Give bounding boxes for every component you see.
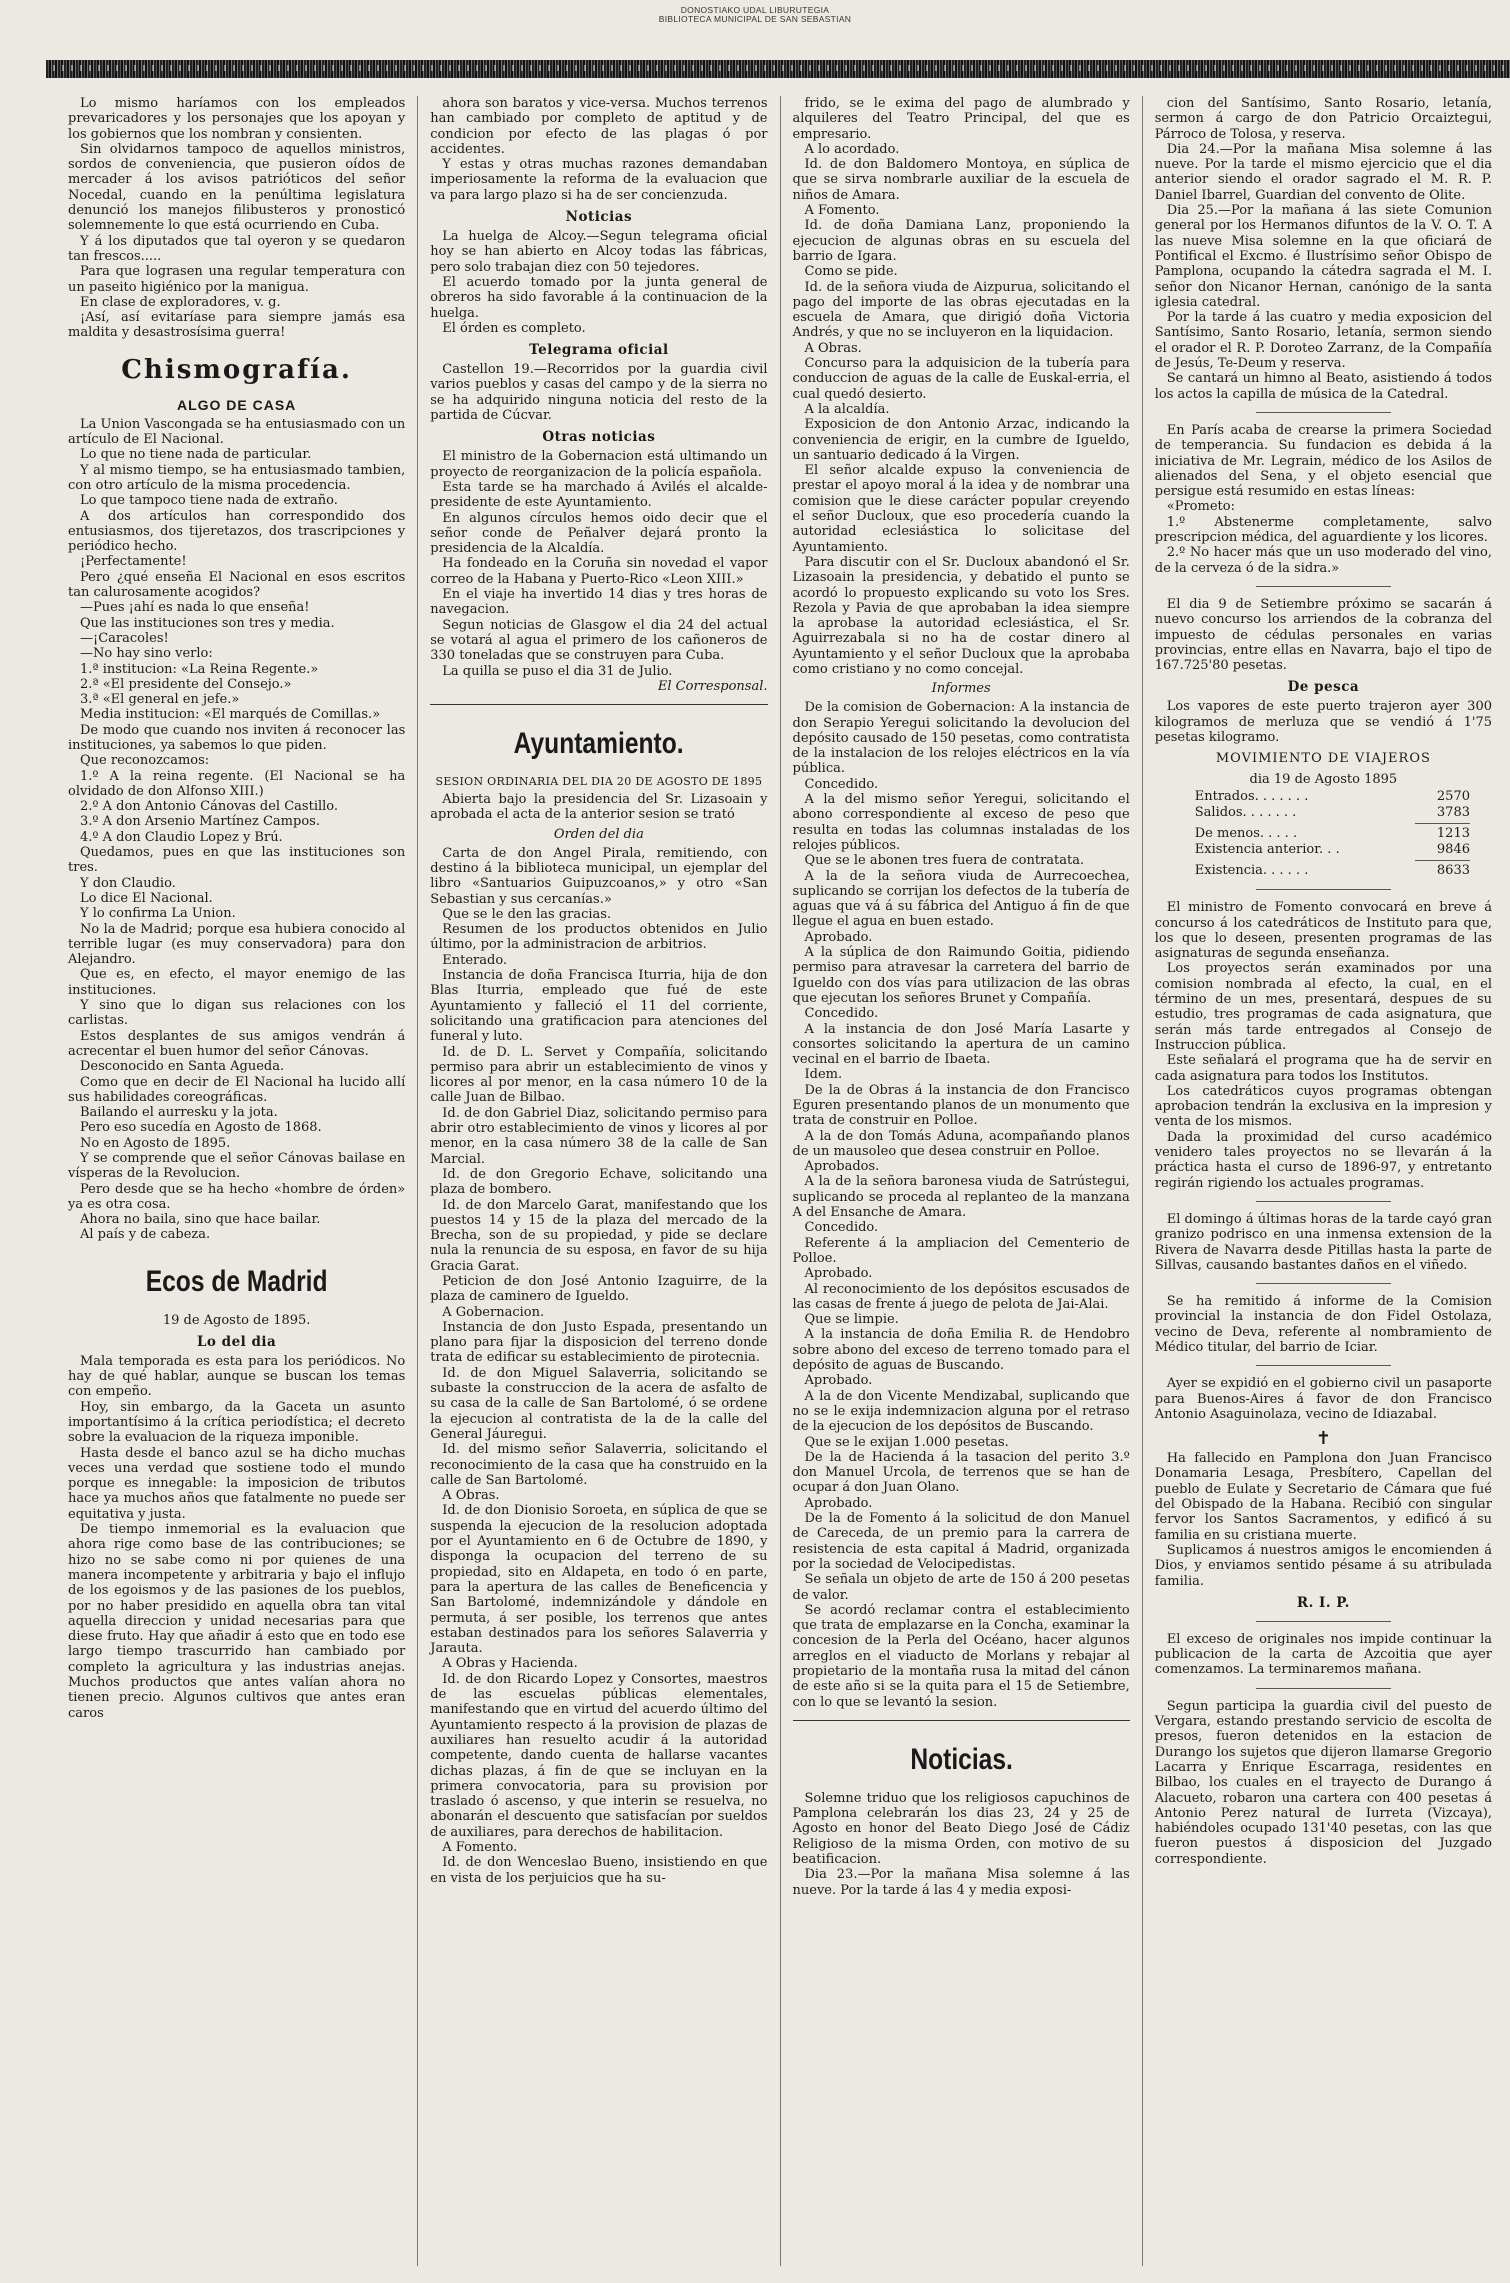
masthead-bar	[46, 60, 1510, 78]
paragraph: De la de Hacienda á la tasacion del perito 3.º don Manuel Urcola, de terrenos que se han de ocupar á don Juan Olano.	[792, 1449, 1130, 1496]
paragraph: No la de Madrid; porque esa hubiera conocido al terrible lugar (es muy conservadora) para don Alejandro.	[68, 921, 406, 968]
paragraph: 4.º A don Claudio Lopez y Brú.	[80, 829, 283, 845]
paragraph: Mala temporada es esta para los periódicos. No hay de qué hablar, aunque se buscan los temas con empeño.	[68, 1353, 406, 1400]
row-label: Salidos. . . . . . .	[1194, 805, 1297, 821]
paragraph: Al país y de cabeza.	[80, 1227, 211, 1243]
paragraph: Enterado.	[442, 952, 508, 968]
paragraph: A lo acordado.	[804, 141, 900, 157]
paragraph: Se señala un objeto de arte de 150 á 200 pesetas de valor.	[792, 1572, 1130, 1603]
paragraph: Concurso para la adquisicion de la tubería para conduccion de aguas de la calle de Euskal-erria, el cual quedó desierto.	[792, 356, 1130, 402]
sum-rule	[1415, 860, 1470, 861]
paragraph: Ha fallecido en Pamplona don Juan Francisco Donamaria Lesaga, Presbítero, Capellan del pueblo de Eulate y Secretario de Cámara que fué del Obispado de la Habana. Recibió con singular fervor los Santos Sacramentos, y edificó á su familia en su cristiana muerte.	[1154, 1451, 1492, 1543]
paragraph: Lo que no tiene nada de particular.	[80, 447, 312, 463]
table-row	[1155, 805, 1492, 821]
paragraph: Id. de don Baldomero Montoya, en súplica de que se sirva nombrarle auxiliar de la escuela de niños de Amara.	[792, 157, 1130, 203]
paragraph: A dos artículos han correspondido dos entusiasmos, dos tijeretazos, dos trascripciones y periódico hecho.	[68, 508, 406, 555]
paragraph: Este señalará el programa que ha de servir en cada asignatura para todos los Institutos.	[1154, 1053, 1492, 1084]
paragraph: El exceso de originales nos impide continuar la publicacion de la carta de Azcoitia que ayer comenzamos. La terminaremos mañana.	[1154, 1631, 1492, 1678]
row-label: Entrados. . . . . . .	[1194, 789, 1309, 805]
paragraph: Instancia de don Justo Espada, presentando un plano para fijar la disposicion del terreno donde trata de edificar su establecimiento de pirotecnia.	[430, 1319, 768, 1366]
paragraph: Los proyectos serán examinados por una comision nombrada al efecto, la cual, en el término de un mes, presentará, despues de su estudio, tres programas de cada asignatura, que serán más tarde entregados al Consejo de Instruccion pública.	[1154, 961, 1492, 1053]
paragraph: Aprobado.	[804, 1373, 873, 1389]
paragraph: Dada la proximidad del curso académico venidero tales proyectos no se llevarán á la práctica hasta el curso de 1896-97, y entretanto regirán rigiendo los actuales programas.	[1154, 1129, 1492, 1191]
paragraph: A Gobernacion.	[442, 1304, 545, 1320]
paragraph: Como que en decir de El Nacional ha lucido allí sus habilidades coreográficas.	[68, 1074, 406, 1105]
paragraph: —Pues ¡ahí es nada lo que enseña!	[80, 600, 310, 616]
paragraph: A la alcaldía.	[804, 401, 890, 417]
paragraph: A la del mismo señor Yeregui, solicitando el abono correspondiente al exceso de peso que resulta en todas las columnas instaladas de los relojes públicos.	[792, 792, 1130, 853]
divider	[1256, 1688, 1391, 1689]
subheading-orden-del-dia: Orden del dia	[553, 826, 644, 842]
library-name-spanish: BIBLIOTECA MUNICIPAL DE SAN SEBASTIAN	[658, 14, 852, 24]
paragraph: Id. de doña Damiana Lanz, proponiendo la ejecucion de algunas obras en su escuela del barrio de Igara.	[792, 218, 1130, 264]
paragraph: Y á los diputados que tal oyeron y se quedaron tan frescos.....	[68, 233, 406, 264]
paragraph: Que las instituciones son tres y media.	[80, 615, 335, 631]
paragraph: Bailando el aurresku y la jota.	[80, 1105, 278, 1121]
paragraph: Segun noticias de Glasgow el dia 24 del actual se votará al agua el primero de los cañoneros de 330 toneladas que se construyen para Cuba.	[430, 617, 768, 664]
paragraph: Media institucion: «El marqués de Comillas.»	[80, 707, 381, 723]
paragraph: El ministro de Fomento convocará en breve á concurso á los catedráticos de Instituto para que, los que lo deseen, presenten programas de las asignaturas de segunda enseñanza.	[1154, 900, 1492, 962]
subheading-telegrama-oficial: Telegrama oficial	[529, 342, 669, 359]
paragraph: Para que lograsen una regular temperatura con un paseito higiénico por la manigua.	[68, 264, 406, 295]
paragraph: De modo que cuando nos inviten á reconocer las instituciones, ya sabemos lo que piden.	[68, 722, 406, 753]
dateline: 19 de Agosto de 1895.	[162, 1312, 311, 1328]
travellers-table-title: MOVIMIENTO DE VIAJEROS	[1215, 751, 1431, 767]
divider	[430, 704, 767, 705]
paragraph: No en Agosto de 1895.	[80, 1135, 231, 1151]
paragraph: Concedido.	[804, 1006, 879, 1022]
paragraph: Se cantará un himno al Beato, asistiendo á todos los actos la capilla de música de la Catedral.	[1154, 371, 1492, 402]
paragraph: Que reconozcamos:	[80, 753, 210, 769]
row-label: Existencia anterior. . .	[1194, 842, 1340, 858]
paragraph: Y al mismo tiempo, se ha entusiasmado tambien, con otro artículo de la misma procedencia.	[68, 462, 406, 493]
paragraph: Lo mismo haríamos con los empleados prevaricadores y los personajes que los apoyan y los gobiernos que los nombran y consienten.	[68, 96, 406, 142]
paragraph: A Obras.	[442, 1488, 500, 1504]
paragraph: Concedido.	[804, 1220, 879, 1236]
paragraph: Dia 23.—Por la mañana Misa solemne á las nueve. Por la tarde á las 4 y media exposi-	[792, 1867, 1130, 1898]
paragraph: A la de la señora viuda de Aurrecoechea, suplicando se corrijan los defectos de la tubería de aguas que vá á su fábrica del Antiguo á fin de que llegue el agua en buen estado.	[792, 868, 1130, 930]
subheading-noticias: Noticias	[565, 209, 633, 226]
paragraph: Esta tarde se ha marchado á Avilés el alcalde-presidente de este Ayuntamiento.	[430, 479, 768, 511]
divider	[1256, 1621, 1391, 1622]
paragraph: Resumen de los productos obtenidos en Julio último, por la administracion de arbitrios.	[430, 922, 768, 953]
paragraph: Se ha remitido á informe de la Comision provincial la instancia de don Fidel Ostolaza, vecino de Deva, referente al nombramiento de Médico titular, del barrio de Iciar.	[1154, 1294, 1492, 1355]
row-label: De menos. . . . .	[1194, 826, 1298, 842]
paragraph: Peticion de don José Antonio Izaguirre, de la plaza de caminero de Igueldo.	[430, 1274, 768, 1305]
paragraph: Aprobados.	[804, 1159, 880, 1175]
paragraph: cion del Santísimo, Santo Rosario, letanía, sermon á cargo de don Patricio Orcaiztegui, Párroco de Tolosa, y reserva.	[1154, 96, 1492, 142]
paragraph: Y se comprende que el señor Cánovas bailase en vísperas de la Revolucion.	[68, 1151, 406, 1182]
paragraph: Exposicion de don Antonio Arzac, indicando la conveniencia de erigir, en la cumbre de Igueldo, un santuario dedicado á la Virgen.	[792, 417, 1130, 463]
paragraph: 3.ª «El general en jefe.»	[80, 692, 240, 708]
paragraph: A la súplica de don Raimundo Goitia, pidiendo permiso para atravesar la carretera del barrio de Igueldo con dos vías para utilizacion de las obras que ejecutan los señores Brunet y Compañía.	[792, 945, 1130, 1006]
row-label: Existencia. . . . . .	[1194, 863, 1309, 879]
paragraph: Aprobado.	[804, 1266, 873, 1282]
paragraph: Abierta bajo la presidencia del Sr. Lizasoain y aprobada el acta de la anterior sesion se trató	[430, 792, 768, 823]
paragraph: A la instancia de don José María Lasarte y consortes solicitando la apertura de un camino vecinal en el barrio de Ibaeta.	[792, 1021, 1130, 1068]
paragraph: A la de don Tomás Aduna, acompañando planos de un mausoleo que desea construir en Polloe.	[792, 1128, 1130, 1159]
paragraph: Como se pide.	[804, 264, 898, 280]
paragraph: De la de Obras á la instancia de don Francisco Eguren presentando planos de un monumento que trata de construir en Polloe.	[792, 1082, 1130, 1129]
paragraph: Quedamos, pues en que las instituciones son tres.	[68, 845, 406, 876]
column-2	[417, 96, 779, 2266]
paragraph: Id. de D. L. Servet y Compañía, solicitando permiso para abrir un establecimiento de vinos y licores al por menor, en la casa número 10 de la calle Juan de Bilbao.	[430, 1044, 768, 1106]
paragraph: Los catedráticos cuyos programas obtengan aprobacion tendrán la exclusiva en la impresion y venta de los mismos.	[1154, 1083, 1492, 1130]
paragraph: La huelga de Alcoy.—Segun telegrama oficial hoy se han abierto en Alcoy todas las fábricas, pero solo trabajan diez con 50 tejedores.	[430, 229, 768, 275]
travellers-table	[1155, 789, 1492, 879]
rip-line: R. I. P.	[1296, 1594, 1350, 1611]
paragraph: El domingo á últimas horas de la tarde cayó gran granizo podrisco en una inmensa extension de la Rivera de Navarra desde Pitillas hasta la parte de Sillvas, causando bastantes daños en el viñedo.	[1154, 1211, 1492, 1273]
table-row	[1155, 789, 1492, 805]
section-title-ayuntamiento: Ayuntamiento.	[513, 727, 684, 761]
paragraph: Ha fondeado en la Coruña sin novedad el vapor correo de la Habana y Puerto-Rico «Leon XIII.»	[430, 556, 768, 587]
paragraph: Solemne triduo que los religiosos capuchinos de Pamplona celebrarán los dias 23, 24 y 25 de Agosto en honor del Beato Diego José de Cádiz Religioso de la misma Orden, con motivo de su beatificacion.	[792, 1790, 1130, 1868]
paragraph: En clase de exploradores, v. g.	[80, 294, 281, 310]
table-row	[1155, 826, 1492, 842]
paragraph: Instancia de doña Francisca Iturria, hija de don Blas Iturria, empleado que fué de este Ayuntamiento y falleció el 11 del corriente, solicitando una gratificacion para atenciones del funeral y luto.	[430, 968, 768, 1045]
cross-icon: ✝	[1315, 1428, 1331, 1450]
paragraph: A Fomento.	[804, 203, 880, 219]
divider	[1256, 586, 1391, 587]
paragraph: A la de la señora baronesa viuda de Satrústegui, suplicando se proceda al replanteo de la manzana A del Ensanche de Amara.	[792, 1174, 1130, 1221]
paragraph: El señor alcalde expuso la conveniencia de prestar el apoyo moral á la idea y de nombrar una comision que le diese carácter popular creyendo el señor Ducloux, que eso procedería cuando la autoridad eclesiástica lo solicitase del Ayuntamiento.	[792, 463, 1130, 555]
column-1	[56, 96, 417, 2266]
paragraph: Se acordó reclamar contra el establecimiento que trata de emplazarse en la Concha, examinar la concesion de la Perla del Océano, hacer algunos arreglos en el viaducto de Morlans y rebajar al propietario de la montaña rusa la mitad del cánon de este año si se la quita para el 15 de Setiembre, con lo que se levantó la sesion.	[792, 1602, 1130, 1710]
paragraph: 1.º Abstenerme completamente, salvo prescripcion médica, del aguardiente y los licores.	[1154, 514, 1492, 546]
paragraph: Id. de don Dionisio Soroeta, en súplica de que se suspenda la ejecucion de la resolucion adoptada por el Ayuntamiento en 6 de Octubre de 1890, y disponga la ocupacion del terreno de su propiedad, sito en Aldapeta, en todo ó en parte, para la apertura de las calles de Beneficencia y San Bartolomé, indemnizándole y dándole en permuta, á ser posible, los terrenos que antes estaban destinados para los señores Salaverria y Jarauta.	[430, 1503, 768, 1657]
paragraph: Id. de don Gregorio Echave, solicitando una plaza de bombero.	[430, 1166, 768, 1198]
signature: El Corresponsal.	[657, 678, 768, 694]
paragraph: De la comision de Gobernacion: A la instancia de don Serapio Yeregui solicitando la devolucion del depósito causado de 150 pesetas, como contratista de la instalacion de los relojes eléctricos en la vía pública.	[792, 700, 1130, 777]
subheading-algo-de-casa: ALGO DE CASA	[176, 396, 297, 413]
paragraph: Id. de don Miguel Salaverria, solicitando se subaste la construccion de la acera de asfalto de su casa de la calle de San Bartolomé, ó se ordene la ejecucion al contratista de la de la calle del General Jáuregui.	[430, 1365, 768, 1442]
row-value: 2570	[1436, 789, 1470, 805]
paragraph: Desconocido en Santa Agueda.	[80, 1059, 285, 1075]
newspaper-page	[56, 96, 1504, 2266]
paragraph: —No hay sino verlo:	[80, 646, 213, 662]
paragraph: Ahora no baila, sino que hace bailar.	[80, 1212, 321, 1228]
paragraph: En el viaje ha invertido 14 dias y tres horas de navegacion.	[430, 587, 768, 618]
table-row	[1155, 863, 1492, 879]
paragraph: Concedido.	[804, 776, 879, 792]
paragraph: 1.º A la reina regente. (El Nacional se ha olvidado de don Alfonso XIII.)	[68, 768, 406, 799]
paragraph: 2.º A don Antonio Cánovas del Castillo.	[80, 799, 339, 815]
paragraph: Id. de don Wenceslao Bueno, insistiendo en que en vista de los perjuicios que ha su-	[430, 1855, 768, 1886]
paragraph: Id. de don Ricardo Lopez y Consortes, maestros de las escuelas públicas elementales, manifestando que en virtud del acuerdo último del Ayuntamiento respecto á la provision de plazas de auxiliares han resuelto acudir á la autoridad competente, dando cuenta de hallarse vacantes dichas plazas, á fin de que se incluyan en la primera convocatoria, para su provision por traslado ó ascenso, y que interin se resuelva, no abonarán el descuento que satisfacían por sueldos de auxiliares, para derechos de habilitacion.	[430, 1671, 768, 1840]
paragraph: Por la tarde á las cuatro y media exposicion del Santísimo, Santo Rosario, letanía, sermon siendo el orador el R. P. Doroteo Zarranz, de la Compañía de Jesús, Te-Deum y reserva.	[1154, 310, 1492, 372]
paragraph: Sin olvidarnos tampoco de aquellos ministros, sordos de conveniencia, que pusieron oídos de mercader á los avisos patrióticos del señor Nocedal, cuando en la penúltima legislatura denunció los manejos filibusteros y pronosticó solemnemente lo que está ocurriendo en Cuba.	[68, 141, 406, 234]
paragraph: Lo que tampoco tiene nada de extraño.	[80, 493, 338, 509]
paragraph: Id. de la señora viuda de Aizpurua, solicitando el pago del importe de las obras ejecutadas en la escuela de Amara, que dirigió doña Victoria Andrés, y que no se incluyeron en la liquidacion.	[792, 279, 1130, 341]
paragraph: El órden es completo.	[442, 320, 586, 336]
sum-rule	[1415, 823, 1470, 824]
divider	[1256, 1283, 1391, 1284]
paragraph: Los vapores de este puerto trajeron ayer 300 kilogramos de merluza que se vendió á 1'75 pesetas kilogramo.	[1154, 699, 1492, 745]
column-4	[1142, 96, 1504, 2266]
paragraph: En algunos círculos hemos oido decir que el señor conde de Peñalver dejará pronto la presidencia de la Alcaldía.	[430, 510, 768, 557]
paragraph: A la de don Vicente Mendizabal, suplicando que no se le exija indemnizacion alguna por el retraso de la ejecucion de los depósitos de Buscando.	[792, 1388, 1130, 1435]
paragraph: Castellon 19.—Recorridos por la guardia civil varios pueblos y casas del campo y de la sierra no se ha adquirido ninguna noticia del resto de la partida de Cúcvar.	[430, 362, 768, 424]
paragraph: Suplicamos á nuestros amigos le encomienden á Dios, y enviamos sentido pésame á su atribulada familia.	[1154, 1542, 1492, 1589]
row-value: 8633	[1436, 863, 1470, 879]
paragraph: —¡Caracoles!	[80, 630, 169, 646]
paragraph: Id. de don Gabriel Diaz, solicitando permiso para abrir otro establecimiento de vinos y licores al por menor, en la casa número 38 de la calle de San Marcial.	[430, 1105, 768, 1167]
section-title-chismografia: Chismografía.	[121, 354, 352, 385]
paragraph: Que se le den las gracias.	[442, 906, 612, 922]
paragraph: Que se le abonen tres fuera de contratata.	[804, 853, 1085, 869]
paragraph: Hoy, sin embargo, da la Gaceta un asunto importantísimo á la crítica periodística; el decreto sobre la evaluacion de la riqueza imponible.	[68, 1399, 406, 1446]
paragraph: La Union Vascongada se ha entusiasmado con un artículo de El Nacional.	[68, 416, 406, 448]
paragraph: 2.º No hacer más que un uso moderado del vino, de la cerveza ó de la sidra.»	[1154, 545, 1492, 576]
section-title-ecos-de-madrid: Ecos de Madrid	[145, 1264, 328, 1298]
paragraph: A la instancia de doña Emilia R. de Hendobro sobre abono del exceso de terreno tomado para el depósito de aguas de Buscando.	[792, 1327, 1130, 1374]
paragraph: Dia 24.—Por la mañana Misa solemne á las nueve. Por la tarde el mismo ejercicio que el dia anterior siendo el orador sagrado el M. R. P. Daniel Ibarrel, Guardian del convento de Olite.	[1154, 141, 1492, 203]
library-header	[0, 6, 1510, 24]
paragraph: Estos desplantes de sus amigos vendrán á acrecentar el buen humor del señor Cánovas.	[68, 1028, 406, 1059]
library-name-basque: DONOSTIAKO UDAL LIBURUTEGIA	[680, 5, 830, 15]
paragraph: 3.º A don Arsenio Martínez Campos.	[80, 814, 320, 830]
paragraph: Segun participa la guardia civil del puesto de Vergara, estando prestando servicio de escolta de presos, fueron detenidos en la estacion de Durango los sujetos que dijeron llamarse Gregorio Lacarra y Enrique Escarraga, residentes en Bilbao, los cuales en el trayecto de Durango á Alacueto, robaron una cartera con 400 pesetas á Antonio Perez natural de Iurreta (Vizcaya), habiéndoles ocupado 131'40 pesetas, con las que fueron puestos á disposicion del Juzgado correspondiente.	[1154, 1698, 1492, 1867]
paragraph: «Prometo:	[1166, 499, 1235, 515]
paragraph: Y lo confirma La Union.	[80, 906, 236, 922]
paragraph: Aprobado.	[804, 929, 873, 945]
divider	[1256, 889, 1391, 890]
travellers-table-date: dia 19 de Agosto 1895	[1249, 772, 1398, 788]
paragraph: Pero ¿qué enseña El Nacional en esos escritos tan calurosamente acogidos?	[68, 569, 406, 601]
paragraph: A Obras y Hacienda.	[442, 1656, 578, 1672]
paragraph: Y don Claudio.	[80, 875, 176, 891]
paragraph: Carta de don Angel Pirala, remitiendo, con destino á la biblioteca municipal, un ejemplar del libro «Santuarios Guipuzcoanos,» y otro «San Sebastian y sus cercanías.»	[430, 845, 768, 907]
paragraph: Id. del mismo señor Salaverria, solicitando el reconocimiento de la casa que ha construido en la calle de San Bartolomé.	[430, 1442, 768, 1488]
paragraph: Ayer se expidió en el gobierno civil un pasaporte para Buenos-Aires á favor de don Francisco Antonio Asaguinolaza, vecino de Idiazabal.	[1154, 1376, 1492, 1422]
paragraph: 2.ª «El presidente del Consejo.»	[80, 676, 292, 692]
paragraph: Al reconocimiento de los depósitos escusados de las casas de frente á juego de pelota de Jai-Alai.	[792, 1281, 1130, 1312]
paragraph: Que se le exijan 1.000 pesetas.	[804, 1434, 1009, 1450]
paragraph: Lo dice El Nacional.	[80, 890, 213, 906]
column-3	[780, 96, 1142, 2266]
subheading-lo-del-dia: Lo del dia	[196, 1333, 277, 1350]
paragraph: Que se limpie.	[804, 1312, 899, 1328]
subheading-otras-noticias: Otras noticias	[542, 429, 656, 446]
paragraph: Idem.	[804, 1067, 843, 1083]
divider	[1256, 412, 1391, 413]
paragraph: Pero desde que se ha hecho «hombre de órden» ya es otra cosa.	[68, 1181, 406, 1212]
paragraph: Aprobado.	[804, 1495, 873, 1511]
divider	[1256, 1365, 1391, 1366]
paragraph: Pero eso sucedía en Agosto de 1868.	[80, 1120, 322, 1136]
paragraph: ahora son baratos y vice-versa. Muchos terrenos han cambiado por completo de aptitud y de condicion por efecto de las plagas ó por accidentes.	[430, 96, 768, 157]
paragraph: Y estas y otras muchas razones demandaban imperiosamente la reforma de la evaluacion que va para largo plazo si ha de ser concienzuda.	[430, 157, 768, 203]
paragraph: Y sino que lo digan sus relaciones con los carlistas.	[68, 998, 406, 1029]
row-value: 3783	[1436, 805, 1470, 821]
paragraph: De tiempo inmemorial es la evaluacion que ahora rige como base de las contribuciones; se hizo no se sabe como ni por quienes de una manera incompetente y arbitraria y bajo el influjo de los egoismos y de las pasiones de los pueblos, por no haber presidido en aquella obra tan vital aquella direccion y unidad necesarias para que diese fruto. Hay que añadir á esto que en todo ese largo tiempo trascurrido han cambiado por completo la agricultura y las industrias anejas. Muchos productos que antes valían ahora no tienen precio. Algunos cultivos que antes eran caros	[68, 1522, 406, 1721]
section-title-noticias: Noticias.	[909, 1742, 1013, 1776]
divider	[1256, 1201, 1391, 1202]
paragraph: Referente á la ampliacion del Cementerio de Polloe.	[792, 1235, 1130, 1266]
paragraph: Dia 25.—Por la mañana á las siete Comunion general por los Hermanos difuntos de la V. O. T. A las nueve Misa solemne en la que oficiará de Pontifical el Excmo. é Ilustrísimo señor Obispo de Pamplona, ocupando la cátedra sagrada el M. I. señor don Nicanor Hernan, canónigo de la santa iglesia catedral.	[1154, 203, 1492, 310]
subheading-de-pesca: De pesca	[1287, 679, 1360, 696]
paragraph: A Fomento.	[442, 1839, 518, 1855]
row-value: 1213	[1436, 826, 1470, 842]
table-row	[1155, 842, 1492, 858]
paragraph: El dia 9 de Setiembre próximo se sacarán á nuevo concurso los arriendos de la cobranza del impuesto de cédulas personales en varias provincias, entre ellas en Navarra, bajo el tipo de 167.725'80 pesetas.	[1154, 596, 1492, 674]
paragraph: Para discutir con el Sr. Ducloux abandonó el Sr. Lizasoain la presidencia, y debatido el punto se acordó lo propuesto explicando su voto los Sres. Rezola y Pavia de que aprobaban la idea siempre la aprobase la autoridad eclesiástica, el Sr. Aguirrezabala si no ha de costar dinero al Ayuntamiento y el señor Ducloux que la aprobaba como cristiano y no como concejal.	[792, 554, 1130, 677]
paragraph: ¡Perfectamente!	[80, 554, 187, 570]
paragraph: ¡Así, así evitaríase para siempre jamás esa maldita y desastrosísima guerra!	[68, 310, 406, 341]
divider	[793, 1720, 1130, 1721]
paragraph: A Obras.	[804, 340, 862, 356]
paragraph: Id. de don Marcelo Garat, manifestando que los puestos 14 y 15 de la plaza del mercado de la Brecha, son de su propiedad, y pide se declare nula la renuncia de su esposa, en favor de su hija Gracia Garat.	[430, 1197, 768, 1274]
row-value: 9846	[1436, 842, 1470, 858]
paragraph: De la de Fomento á la solicitud de don Manuel de Careceda, de un premio para la carrera de resistencia de esta capital á Madrid, organizada por la sociedad de Velocipedistas.	[792, 1511, 1130, 1572]
paragraph: frido, se le exima del pago de alumbrado y alquileres del Teatro Principal, del que es empresario.	[792, 96, 1130, 142]
paragraph: El acuerdo tomado por la junta general de obreros ha sido favorable á la continuacion de la huelga.	[430, 274, 768, 321]
paragraph: 1.ª institucion: «La Reina Regente.»	[80, 661, 319, 677]
paragraph: En París acaba de crearse la primera Sociedad de temperancia. Su fundacion es debida á la iniciativa de Mr. Legrain, médico de los Asilos de alienados del Sena, y el objeto esencial que persigue está resumido en estas líneas:	[1154, 422, 1492, 500]
paragraph: Que es, en efecto, el mayor enemigo de las instituciones.	[68, 967, 406, 998]
subheading-informes: Informes	[931, 681, 991, 697]
paragraph: Hasta desde el banco azul se ha dicho muchas veces una verdad que sostiene todo el mundo porque es innegable: la imposicion de tributos hace ya muchos años que fatalmente no puede ser equitativa y justa.	[68, 1445, 406, 1522]
paragraph: El ministro de la Gobernacion está ultimando un proyecto de reorganizacion de la policía española.	[430, 449, 768, 480]
paragraph: La quilla se puso el dia 31 de Julio.	[442, 663, 673, 679]
session-heading: SESION ORDINARIA DEL DIA 20 DE AGOSTO DE 1895	[435, 775, 763, 789]
